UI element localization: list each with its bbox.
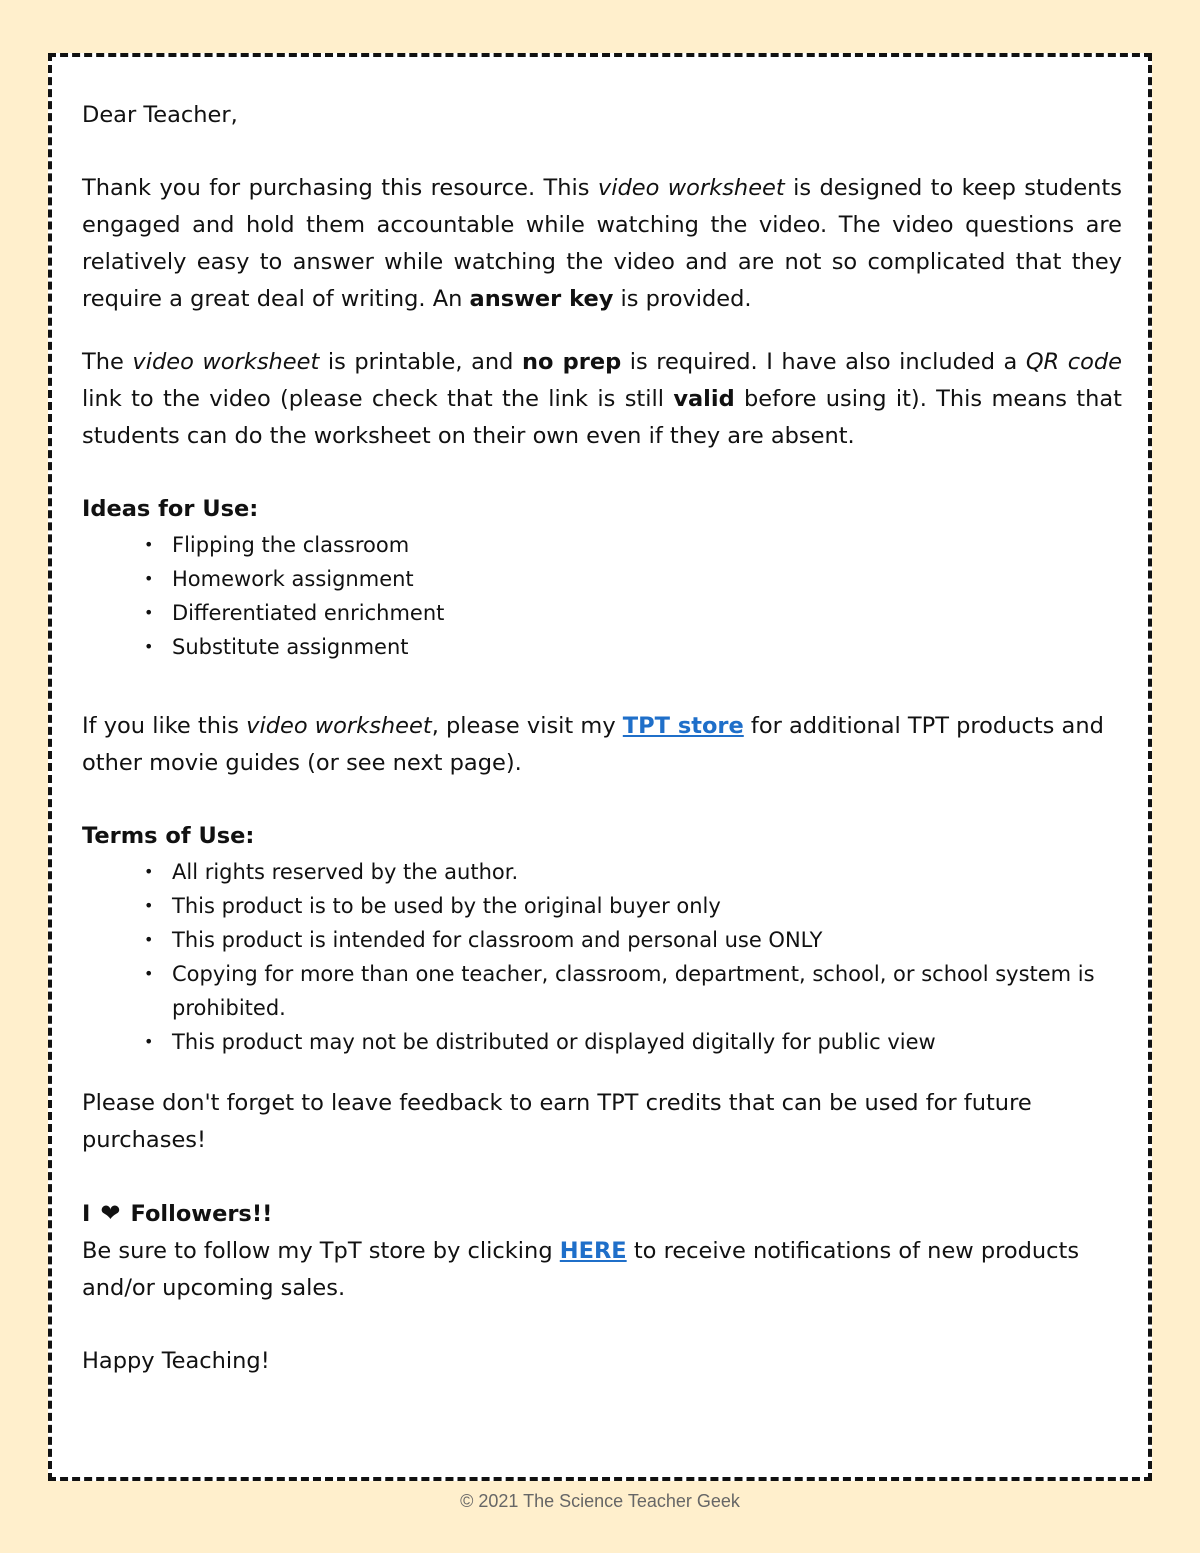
- feedback-paragraph: Please don't forget to leave feedback to earn TPT credits that can be used for future purchases!: [82, 1090, 1032, 1153]
- terms-list: [82, 855, 1122, 1059]
- list-item: • This product is to be used by the original buyer only: [172, 889, 1122, 923]
- qr-code-emphasis: QR code: [1025, 349, 1122, 375]
- list-item: • Flipping the classroom: [172, 528, 1122, 562]
- heart-icon: ❤: [100, 1199, 121, 1227]
- store-paragraph: If you like this video worksheet, please visit my TPT store for additional TPT products and other movie guides (or see next page).: [82, 713, 1104, 776]
- list-item: • Copying for more than one teacher, classroom, department, school, or school system is prohibited.: [172, 957, 1122, 1025]
- no-prep-strong: no prep: [521, 349, 622, 375]
- followers-heading: I ❤ Followers!!: [82, 1195, 1122, 1233]
- video-worksheet-emphasis: video worksheet: [597, 175, 785, 201]
- printable-paragraph: The video worksheet is printable, and no prep is required. I have also included a QR code link to the video (please check that the link is still valid before using it). This means that students can do the worksheet on their own even if they are absent.: [82, 349, 1122, 449]
- list-item: • All rights reserved by the author.: [172, 855, 1122, 889]
- greeting: Dear Teacher,: [82, 102, 238, 128]
- follow-paragraph: Be sure to follow my TpT store by clicking HERE to receive notifications of new products and/or upcoming sales.: [82, 1238, 1080, 1301]
- closing: Happy Teaching!: [82, 1348, 270, 1374]
- terms-heading: Terms of Use:: [82, 823, 255, 849]
- list-item: • This product may not be distributed or displayed digitally for public view: [172, 1025, 1122, 1059]
- dashed-border-frame: [48, 53, 1152, 1481]
- intro-paragraph: Thank you for purchasing this resource. This video worksheet is designed to keep students engaged and hold them accountable while watching the video. The video questions are relatively easy to answer while watching the video and are not so complicated that they require a great deal of writing. An answer key is provided.: [82, 175, 1122, 312]
- copyright-footer: © 2021 The Science Teacher Geek: [460, 1491, 740, 1511]
- ideas-list: [82, 528, 1122, 664]
- valid-strong: valid: [673, 386, 735, 412]
- tpt-store-link[interactable]: TPT store: [622, 713, 744, 739]
- here-link[interactable]: HERE: [559, 1238, 627, 1264]
- list-item: • Homework assignment: [172, 562, 1122, 596]
- list-item: • This product is intended for classroom and personal use ONLY: [172, 923, 1122, 957]
- letter-body: [82, 97, 1122, 1380]
- list-item: • Substitute assignment: [172, 630, 1122, 664]
- ideas-heading: Ideas for Use:: [82, 496, 259, 522]
- list-item: • Differentiated enrichment: [172, 596, 1122, 630]
- answer-key-strong: answer key: [469, 286, 614, 312]
